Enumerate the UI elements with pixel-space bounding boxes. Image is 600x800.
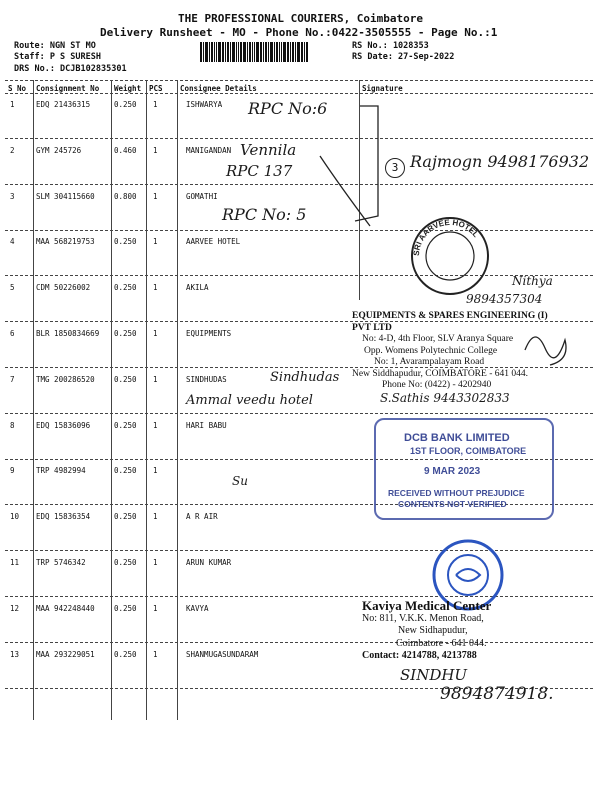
- handwritten-rpc5: RPC No: 5: [222, 205, 307, 224]
- drs-number: DRS No.: DCJB102835301: [14, 64, 127, 74]
- row-sno: 4: [10, 237, 15, 246]
- signature-scribble: [300, 96, 390, 236]
- row-consignee: SINDHUDAS: [186, 375, 227, 384]
- row-consignee: GOMATHI: [186, 192, 218, 201]
- row-pcs: 1: [153, 421, 158, 430]
- row-consignment-no: TMG 200286520: [36, 375, 95, 384]
- row-sno: 11: [10, 558, 20, 567]
- circled-number: 3: [385, 158, 405, 178]
- row-weight: 0.800: [114, 192, 137, 201]
- equipments-line2: Opp. Womens Polytechnic College: [364, 345, 498, 356]
- handwritten-nithya-phone: 9894357304: [466, 292, 543, 306]
- row-consignment-no: EDQ 21436315: [36, 100, 91, 109]
- col-consignment: Consignment No: [36, 84, 100, 93]
- rs-date: RS Date: 27-Sep-2022: [352, 52, 455, 62]
- row-sno: 8: [10, 421, 15, 430]
- equipments-name: EQUIPMENTS & SPARES ENGINEERING (I) PVT LTD: [352, 311, 548, 333]
- runsheet-title: THE PROFESSIONAL COURIERS, Coimbatore: [178, 12, 424, 25]
- col-weight: Weight: [114, 84, 142, 93]
- handwritten-rpc6: RPC No:6: [248, 99, 328, 118]
- row-weight: 0.250: [114, 375, 137, 384]
- hotel-round-stamp: [408, 214, 492, 298]
- dcb-name: DCB BANK LIMITED: [404, 432, 510, 444]
- handwritten-vennila: Vennila: [240, 141, 297, 159]
- col-divider: [146, 80, 147, 720]
- row-pcs: 1: [153, 558, 158, 567]
- dcb-date: 9 MAR 2023: [424, 466, 481, 477]
- row-consignment-no: EDQ 15836354: [36, 512, 91, 521]
- row-weight: 0.250: [114, 283, 137, 292]
- row-consignment-no: MAA 293229051: [36, 650, 95, 659]
- row-pcs: 1: [153, 283, 158, 292]
- dcb-branch: 1ST FLOOR, COIMBATORE: [410, 446, 527, 456]
- row-pcs: 1: [153, 329, 158, 338]
- row-consignee: KAVYA: [186, 604, 209, 613]
- row-pcs: 1: [153, 100, 158, 109]
- col-sno: S No: [8, 84, 27, 93]
- col-divider: [33, 80, 34, 720]
- equipments-stamp: [352, 311, 552, 392]
- row-consignment-no: GYM 245726: [36, 146, 82, 155]
- col-signature: Signature: [362, 84, 403, 93]
- handwritten-sindhu-phone: 9894874918.: [440, 684, 554, 704]
- row-pcs: 1: [153, 650, 158, 659]
- row-pcs: 1: [153, 237, 158, 246]
- row-sno: 9: [10, 466, 15, 475]
- handwritten-ammal: Ammal veedu hotel: [186, 393, 313, 408]
- table-header-rule: [5, 93, 593, 94]
- row-weight: 0.250: [114, 329, 137, 338]
- row-consignment-no: MAA 568219753: [36, 237, 95, 246]
- row-consignee: EQUIPMENTS: [186, 329, 232, 338]
- row-weight: 0.460: [114, 146, 137, 155]
- kaviya-line3: Coimbatore - 641 044.: [396, 637, 487, 649]
- table-top-rule: [5, 80, 593, 81]
- row-weight: 0.250: [114, 466, 137, 475]
- row-sno: 3: [10, 192, 15, 201]
- equipments-line4: New Siddhapudur, COIMBATORE - 641 044.: [352, 368, 528, 379]
- row-consignee: A R AIR: [186, 512, 218, 521]
- row-separator: [5, 230, 593, 231]
- row-consignment-no: MAA 942248440: [36, 604, 95, 613]
- runsheet-subtitle: Delivery Runsheet - MO - Phone No.:0422-3505555 - Page No.:1: [100, 26, 498, 39]
- kaviya-stamp: [362, 600, 562, 663]
- row-sno: 7: [10, 375, 15, 384]
- row-sno: 2: [10, 146, 15, 155]
- row-consignment-no: TRP 4982994: [36, 466, 86, 475]
- kaviya-line4: Contact: 4214788, 4213788: [362, 650, 477, 661]
- handwritten-nithya: Nithya: [512, 274, 553, 288]
- row-consignee: SHANMUGASUNDARAM: [186, 650, 259, 659]
- row-consignment-no: SLM 304115660: [36, 192, 95, 201]
- equipments-line3: No: 1, Avarampalayam Road: [374, 357, 485, 367]
- handwritten-rpc137: RPC 137: [226, 162, 293, 180]
- col-consignee: Consignee Details: [180, 84, 257, 93]
- row-pcs: 1: [153, 512, 158, 521]
- col-divider: [177, 80, 178, 720]
- dcb-bank-stamp: [374, 418, 554, 520]
- row-pcs: 1: [153, 192, 158, 201]
- hotel-stamp-text: SRI AARVEE HOTEL: [411, 217, 481, 257]
- handwritten-signature-row2: Rajmogn 9498176932: [410, 152, 590, 171]
- row-consignment-no: EDQ 15836096: [36, 421, 91, 430]
- row-separator: [5, 275, 593, 276]
- row-separator: [5, 413, 593, 414]
- dcb-note: RECEIVED WITHOUT PREJUDICE: [388, 488, 525, 498]
- row-consignment-no: TRP 5746342: [36, 558, 86, 567]
- equipments-line1: No: 4-D, 4th Floor, SLV Aranya Square: [362, 334, 514, 344]
- row-consignment-no: CDM 50226002: [36, 283, 91, 292]
- row-weight: 0.250: [114, 237, 137, 246]
- kaviya-name: Kaviya Medical Center: [362, 598, 492, 613]
- dcb-note2: CONTENTS NOT VERIFIED: [398, 499, 507, 509]
- row-weight: 0.250: [114, 558, 137, 567]
- barcode: [200, 42, 309, 62]
- row-separator: [5, 138, 593, 139]
- row-consignee: ISHWARYA: [186, 100, 223, 109]
- row-sno: 12: [10, 604, 20, 613]
- equipments-line5: Phone No: (0422) - 4202940: [382, 380, 492, 390]
- row-pcs: 1: [153, 146, 158, 155]
- route: Route: NGN ST MO: [14, 41, 96, 51]
- handwritten-sindhu: SINDHU: [400, 666, 468, 684]
- row-consignee: ARUN KUMAR: [186, 558, 232, 567]
- row-sno: 5: [10, 283, 15, 292]
- kaviya-line2: New Sidhapudur,: [398, 625, 468, 636]
- rs-number: RS No.: 1028353: [352, 41, 429, 51]
- row-consignee: AKILA: [186, 283, 209, 292]
- row-consignment-no: BLR 1850834669: [36, 329, 100, 338]
- row-sno: 10: [10, 512, 20, 521]
- handwritten-sathis: S.Sathis 9443302833: [380, 391, 510, 405]
- row-weight: 0.250: [114, 650, 137, 659]
- row-weight: 0.250: [114, 100, 137, 109]
- col-pcs: PCS: [149, 84, 163, 93]
- row-consignee: AARVEE HOTEL: [186, 237, 241, 246]
- row-sno: 6: [10, 329, 15, 338]
- handwritten-mark-row9: Su: [232, 474, 248, 488]
- row-sno: 13: [10, 650, 20, 659]
- row-weight: 0.250: [114, 604, 137, 613]
- col-divider: [111, 80, 112, 720]
- row-weight: 0.250: [114, 512, 137, 521]
- row-weight: 0.250: [114, 421, 137, 430]
- row-separator: [5, 184, 593, 185]
- row-pcs: 1: [153, 375, 158, 384]
- row-consignee: MANIGANDAN: [186, 146, 232, 155]
- handwritten-sindhudas: Sindhudas: [270, 370, 340, 385]
- staff: Staff: P S SURESH: [14, 52, 101, 62]
- kaviya-line1: No: 811, V.K.K. Menon Road,: [362, 612, 484, 624]
- row-pcs: 1: [153, 604, 158, 613]
- row-sno: 1: [10, 100, 15, 109]
- row-pcs: 1: [153, 466, 158, 475]
- row-consignee: HARI BABU: [186, 421, 227, 430]
